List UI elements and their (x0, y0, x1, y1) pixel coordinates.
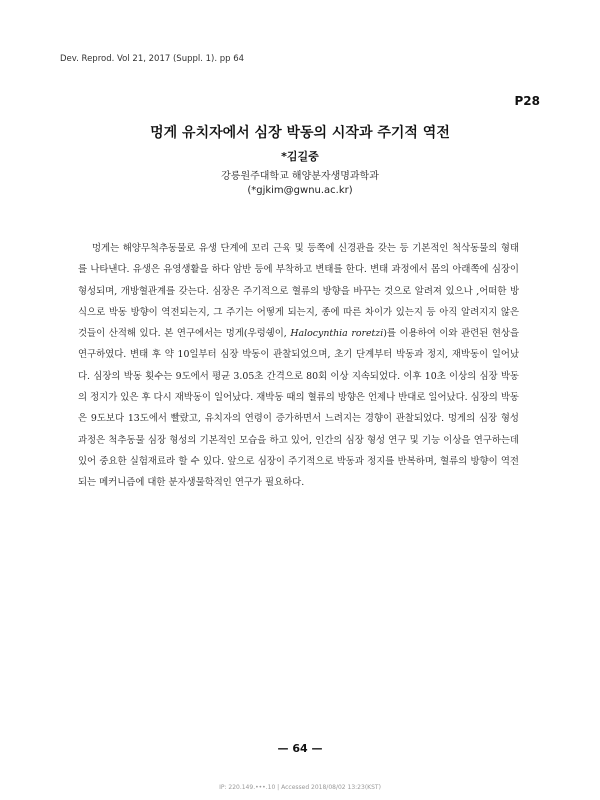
species-name: Halocynthia roretzi (290, 328, 384, 340)
paper-title: 멍게 유치자에서 심장 박동의 시작과 주기적 역전 (150, 125, 450, 141)
author-email: (*gjkim@gwnu.ac.kr) (247, 185, 353, 196)
poster-code: P28 (514, 94, 540, 108)
abstract-body (78, 238, 519, 494)
access-footer: IP: 220.149.•••.10 | Accessed 2018/08/02 13:23(KST) (219, 784, 381, 791)
abstract-text-part1: 멍게는 해양무척추동물로 유생 단계에 꼬리 근육 및 등쪽에 신경관을 갖는 등 기본적인 척삭동물의 형태를 나타낸다. 유생은 유영생활을 하다 암반 등에 부착하고 변태를 한다. 변태 과정에서 몸의 아래쪽에 심장이 형성되며, 개방혈관계를 갖는다. 심장은 주기적으로 혈류의 방향을 바꾸는 것으로 알려져 있으나 ,어떠한 방식으로 박동 방향이 역전되는지, 그 주기는 어떻게 되는지, 종에 따른 차이가 있는지 등 아직 알려지지 않은 것들이 산적해 있다. 본 연구에서는 멍게(우렁쉥이, (78, 243, 519, 340)
author-name: *김길중 (281, 150, 319, 163)
author-affiliation: 강릉원주대학교 해양분자생명과학과 (221, 171, 379, 182)
page-number: — 64 — (277, 742, 323, 755)
journal-citation: Dev. Reprod. Vol 21, 2017 (Suppl. 1). pp 64 (60, 54, 245, 64)
abstract-text-part2: )를 이용하여 이와 관련된 현상을 연구하였다. 변태 후 약 10일부터 심장 박동이 관찰되었으며, 초기 단계부터 박동과 정지, 재박동이 일어났다. 심장의 박동 횟수는 9도에서 평균 3.05초 간격으로 80회 이상 지속되었다. 이후 10초 이상의 심장 박동의 정지가 있은 후 다시 재박동이 일어났다. 재박동 때의 혈류의 방향은 언제나 반대로 일어났다. 심장의 박동은 9도보다 13도에서 빨랐고, 유치자의 연령이 증가하면서 느려지는 경향이 관찰되었다. 멍게의 심장 형성 과정은 척추동물 심장 형성의 기본적인 모습을 하고 있어, 인간의 심장 형성 연구 및 기능 이상을 연구하는데 있어 중요한 실험재료라 할 수 있다. 앞으로 심장이 주기적으로 박동과 정지를 반복하며, 혈류의 방향이 역전되는 메커니즘에 대한 분자생물학적인 연구가 필요하다. (78, 328, 520, 489)
abstract-paragraph (78, 238, 519, 494)
